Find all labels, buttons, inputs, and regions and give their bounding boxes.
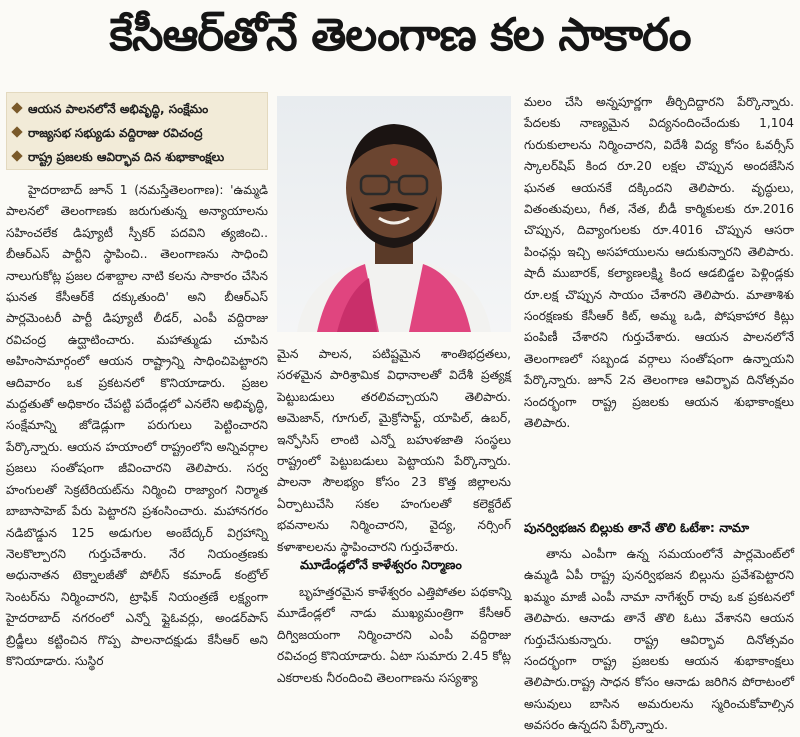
diamond-bullet-icon: [11, 102, 22, 113]
article-column-3: మలం చేసి అన్నపూర్ణగా తీర్చిదిద్దారని పేర్కొన్నారు. పేదలకు నాణ్యమైన విద్యనందించేందుకు 1,104 గురుకులాలను నిర్మించారని, విదేశీ విద్య కోసం ఓవర్సీస్ స్కాలర్‌షిప్ కింద రూ.20 లక్షల చొప్పున అందజేసిన ఘనత ఆయనకే దక్కిందని తెలిపారు. వృద్ధులు, వితంతువులు, గీత, నేత, బీడీ కార్మికులకు రూ.2016 చొప్పున, దివ్యాంగులకు రూ.4016 చొప్పున ఆసరా పింఛన్లు ఇచ్చి అసహాయులను ఆదుకున్నారని తెలిపారు. షాదీ ముబారక్, కల్యాణలక్ష్మి కింద ఆడబిడ్డల పెళ్లిండ్లకు రూ.లక్ష చొప్పున సాయం చేశారని తెలిపారు. మాతాశిశు సంరక్షణకు కేసీఆర్ కిట్, అమ్మ ఒడి, పోషకాహార కిట్లు పంపిణీ చేశారని గుర్తుచేశారు. ఆయన పాలనలోనే తెలంగాణలో సబ్బండ వర్గాలు సంతోషంగా ఉన్నాయని పేర్కొన్నారు. జూన్ 2న తెలంగాణ ఆవిర్భావ దినోత్సవం సందర్భంగా రాష్ట్ర ప్రజలకు ఆయన శుభాకాంక్షలు తెలిపారు.: [524, 95, 794, 431]
headline: కేసీఆర్‌తోనే తెలంగాణ కల సాకారం: [109, 8, 691, 61]
highlight-item: రాష్ట్ర ప్రజలకు ఆవిర్భావ దిన శుభాకాంక్షలు: [13, 145, 261, 169]
subheading-nama: పునర్విభజన బిల్లుకు తానే తొలి ఓటేశా: నామా: [524, 520, 750, 535]
article-column-2-continued: బృహత్తరమైన కాళేశ్వరం ఎత్తిపోతల పథకాన్ని మూడేండ్లలో నాడు ముఖ్యమంత్రిగా కేసీఆర్ దిగ్విజయంగా నిర్మించారని ఎంపీ వద్దిరాజు రవిచంద్ర కొనియాడారు. ఏటా సుమారు 2.45 కోట్ల ఎకరాలకు నీరందించి తెలంగాణను సస్యశ్యా: [277, 585, 511, 685]
article-column-3-continued: తాను ఎంపీగా ఉన్న సమయంలోనే పార్లమెంట్‌లో ఉమ్మడి ఏపీ రాష్ట్ర పునర్విభజన బిల్లును ప్రవేశపెట్టారని ఖమ్మం మాజీ ఎంపీ నామా నాగేశ్వర్ రావు ఒక ప్రకటనలో తెలిపారు. ఆనాడు తానే తొలి ఓటు వేశానని ఆయన గుర్తుచేసుకున్నారు. రాష్ట్ర ఆవిర్భావ దినోత్సవం సందర్భంగా రాష్ట్ర ప్రజలకు ఆయన శుభాకాంక్షలు తెలిపారు.రాష్ట్ర సాధన కోసం ఆనాడు జరిగిన పోరాటంలో అసువులు బాసిన అమరులను స్మరించుకోవాల్సిన అవసరం ఉన్నదని పేర్కొన్నారు.: [524, 547, 794, 733]
article-column-1: హైదరాబాద్ జూన్ 1 (నమస్తేతెలంగాణ): 'ఉమ్మడి పాలనలో తెలంగాణకు జరుగుతున్న అన్యాయాలను సహించలేక డిప్యూటీ స్పీకర్ పదవిని త్యజించి.. బీఆర్ఎస్ పార్టీని స్థాపించి.. తెలంగాణను సాధించి నాలుగుకోట్ల ప్రజల దశాబ్దాల నాటి కలను సాకారం చేసిన ఘనత కేసీఆర్‌కే దక్కుతుంది' అని బీఆర్ఎస్ పార్లమెంటరీ పార్టీ డిప్యూటీ లీడర్, ఎంపీ వద్దిరాజు రవిచంద్ర ఉద్ఘాటించారు. మహాత్ముడు చూపిన అహింసామార్గంలో ఆయన రాష్ట్రాన్ని సాధించిపెట్టారని ఆదివారం ఒక ప్రకటనలో కొనియాడారు. ప్రజల మద్దతుతో అధికారం చేపట్టి పదేండ్లలో ఎనలేని అభివృద్ధి, సంక్షేమాన్ని జోడెడ్లుగా పరుగులు పెట్టించారని పేర్కొన్నారు. ఆయన హయాంలో రాష్ట్రంలోని అన్నివర్గాల ప్రజలు సంతోషంగా జీవించారని తెలిపారు. సర్వ హంగులతో సెక్రటేరియట్‌ను నిర్మించి రాజ్యాంగ నిర్మాత బాబాసాహెబ్ పేరు పెట్టారని ప్రశంసించారు. మహానగరం నడిబొడ్డున 125 అడుగుల అంబేద్కర్ విగ్రహాన్ని నెలకొల్పారని గుర్తుచేశారు. నేర నియంత్రణకు అధునాతన టెక్నాలజీతో పోలీస్ కమాండ్ కంట్రోల్ సెంటర్‌ను నిర్మించారని, ట్రాఫిక్ నియంత్రణే లక్ష్యంగా హైదరాబాద్ నగరంలో ఎన్నో ఫ్లైఓవర్లు, అండర్‌పాస్ బ్రిడ్జీలు కట్టించిన గొప్ప పాలనాదక్షుడు కేసీఆర్ అని కొనియాడారు. సుస్థిర: [6, 183, 268, 668]
highlight-item: ఆయన పాలనలోనే అభివృద్ధి, సంక్షేమం: [13, 97, 261, 121]
article-column-2: మైన పాలన, పటిష్టమైన శాంతిభద్రతలు, సరళమైన పారిశ్రామిక విధానాలతో విదేశీ ప్రత్యక్ష పెట్టుబడులు తరలివచ్చాయని తెలిపారు. అమెజాన్, గూగుల్, మైక్రోసాఫ్ట్, యాపిల్, ఉబర్, ఇన్ఫోసిస్ లాంటి ఎన్నో బహుళజాతి సంస్థలు రాష్ట్రంలో పెట్టుబడులు పెట్టాయని పేర్కొన్నారు. పాలనా సౌలభ్యం కోసం 23 కొత్త జిల్లాలను ఏర్పాటుచేసి సకల హంగులతో కలెక్టరేట్ భవనాలను నిర్మించారని, వైద్య, నర్సింగ్ కళాశాలలను స్థాపించారని గుర్తుచేశారు.: [277, 347, 511, 554]
highlight-item: రాజ్యసభ సభ్యుడు వద్దిరాజు రవిచంద్ర: [13, 121, 261, 145]
diamond-bullet-icon: [11, 150, 22, 161]
highlights-box: [6, 92, 268, 170]
portrait-photo: [277, 96, 511, 332]
diamond-bullet-icon: [11, 126, 22, 137]
subheading-kaleshwaram: మూడేండ్లలోనే కాళేశ్వరం నిర్మాణం: [300, 557, 462, 572]
portrait-illustration: [277, 96, 511, 332]
